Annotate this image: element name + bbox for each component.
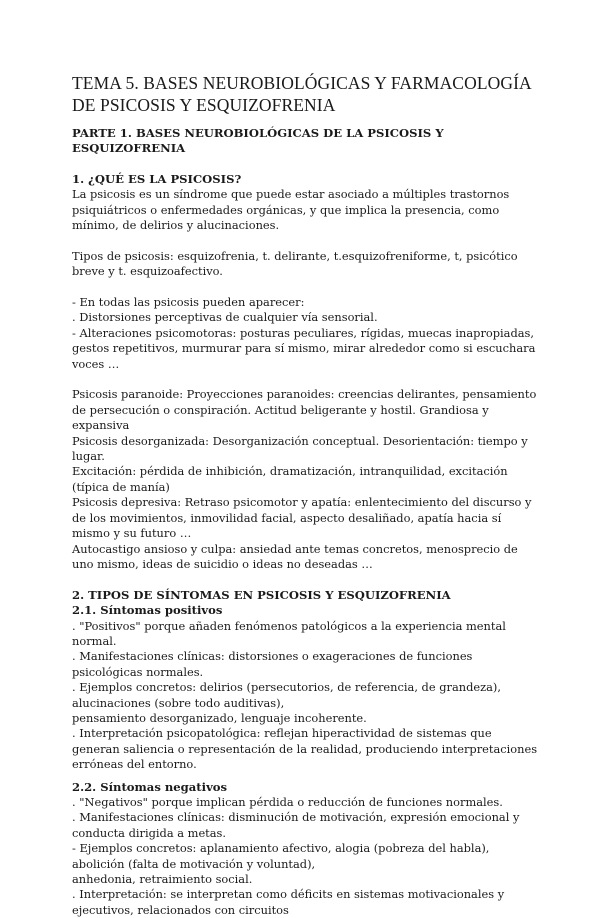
positive-line-3: . Ejemplos concretos: delirios (persecutorios, de referencia, de grandeza), alucinaciones (sobre todo auditivas), — [72, 680, 501, 710]
excitation: Excitación: pérdida de inhibición, dramatización, intranquilidad, excitación (típica de manía) — [72, 464, 508, 494]
psychomotor-alterations: - Alteraciones psicomotoras: posturas peculiares, rígidas, muecas inapropiadas, gestos repetitivos, murmurar para sí mismo, mirar alrededor como si escuchara voces … — [72, 325, 536, 371]
negative-line-2: . Manifestaciones clínicas: disminución de motivación, expresión emocional y conducta dirigida a metas. — [72, 810, 520, 840]
depressive-psychosis: Psicosis depresiva: Retraso psicomotor y apatía: enlentecimiento del discurso y de los movimientos, inmovilidad facial, aspecto desaliñado, apatía hacia sí mismo y su futuro … — [72, 495, 532, 541]
title-line-1: TEMA 5. BASES NEUROBIOLÓGICAS Y FARMACOLOGÍA — [72, 73, 532, 93]
positive-line-3b: pensamiento desorganizado, lenguaje incoherente. — [72, 710, 367, 725]
negative-line-4: . Interpretación: se interpretan como déficits en sistemas motivacionales y ejecutivos, relacionados con circuitos — [72, 887, 505, 917]
section-heading-1: 1. ¿QUÉ ES LA PSICOSIS? — [72, 171, 242, 186]
section-heading-2: 2. TIPOS DE SÍNTOMAS EN PSICOSIS Y ESQUIZOFRENIA — [72, 587, 451, 602]
part-heading: PARTE 1. BASES NEUROBIOLÓGICAS DE LA PSICOSIS Y ESQUIZOFRENIA — [72, 126, 444, 156]
title-line-2: DE PSICOSIS Y ESQUIZOFRENIA — [72, 95, 336, 115]
anxious-self-blame: Autocastigo ansioso y culpa: ansiedad ante temas concretos, menosprecio de uno mismo, ideas de suicidio o ideas no deseadas … — [72, 541, 518, 571]
document-title — [72, 72, 542, 116]
disorganized-psychosis: Psicosis desorganizada: Desorganización conceptual. Desorientación: tiempo y lugar. — [72, 433, 528, 464]
psychosis-types: Tipos de psicosis: esquizofrenia, t. delirante, t.esquizofreniforme, t, psicótico breve y t. esquizoafectivo. — [72, 248, 518, 279]
negative-line-3b: anhedonia, retraimiento social. — [72, 872, 253, 887]
positive-line-1: . "Positivos" porque añaden fenómenos patológicos a la experiencia mental normal. — [72, 618, 506, 648]
common-symptoms-intro: - En todas las psicosis pueden aparecer: — [72, 295, 305, 310]
negative-line-1: . "Negativos" porque implican pérdida o reducción de funciones normales. — [72, 795, 503, 809]
psychosis-definition: La psicosis es un síndrome que puede estar asociado a múltiples trastornos psiquiátricos o enfermedades orgánicas, y que implica la presencia, como mínimo, de delirios y alucinaciones. — [72, 187, 510, 233]
perceptual-distortions: . Distorsiones perceptivas de cualquier vía sensorial. — [72, 310, 378, 325]
subsection-negative-heading: 2.2. Síntomas negativos — [72, 779, 228, 794]
positive-line-2: . Manifestaciones clínicas: distorsiones o exageraciones de funciones psicológicas normales. — [72, 649, 473, 679]
document-body — [72, 126, 542, 918]
positive-line-4: . Interpretación psicopatológica: reflejan hiperactividad de sistemas que generan saliencia o representación de la realidad, produciendo interpretaciones erróneas del entorno. — [72, 726, 538, 772]
subsection-positive-heading: 2.1. Síntomas positivos — [72, 603, 223, 618]
negative-line-3: - Ejemplos concretos: aplanamiento afectivo, alogia (pobreza del habla), abolición (falta de motivación y voluntad), — [72, 841, 490, 871]
paranoid-psychosis: Psicosis paranoide: Proyecciones paranoides: creencias delirantes, pensamiento de persecución o conspiración. Actitud beligerante y hostil. Grandiosa y expansiva — [72, 387, 537, 433]
